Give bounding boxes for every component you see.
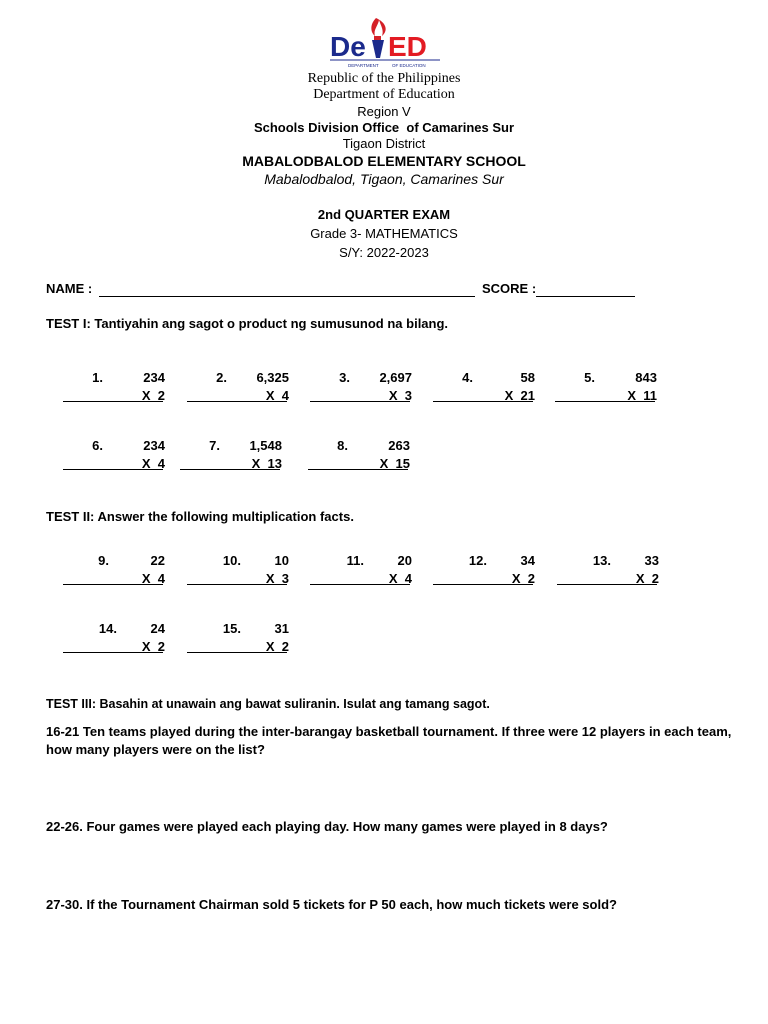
answer-line[interactable] bbox=[308, 469, 408, 470]
question-27-30: 27-30. If the Tournament Chairman sold 5 tickets for P 50 each, how much tickets were sold? bbox=[46, 897, 617, 912]
problem-multiplier: X 11 bbox=[627, 388, 657, 403]
test2-title: TEST II: Answer the following multiplication facts. bbox=[46, 509, 354, 524]
problem-number: 2. bbox=[216, 370, 227, 385]
problem-multiplicand: 10 bbox=[274, 553, 289, 568]
problem-multiplicand: 6,325 bbox=[256, 370, 289, 385]
problem-multiplicand: 34 bbox=[520, 553, 535, 568]
problem-number: 5. bbox=[584, 370, 595, 385]
problem-number: 8. bbox=[337, 438, 348, 453]
problem-multiplier: X 2 bbox=[635, 571, 659, 586]
problem-multiplier: X 2 bbox=[141, 388, 165, 403]
problem-number: 9. bbox=[98, 553, 109, 568]
score-field[interactable] bbox=[536, 283, 635, 297]
problem-number: 12. bbox=[468, 553, 487, 568]
problem-number: 15. bbox=[222, 621, 241, 636]
score-label: SCORE : bbox=[482, 281, 537, 296]
problem-multiplicand: 58 bbox=[520, 370, 535, 385]
problem-multiplier: X 4 bbox=[141, 456, 165, 471]
problem-multiplier: X 4 bbox=[388, 571, 412, 586]
problem-number: 3. bbox=[339, 370, 350, 385]
answer-line[interactable] bbox=[63, 652, 163, 653]
answer-line[interactable] bbox=[310, 584, 410, 585]
problem-number: 1. bbox=[92, 370, 103, 385]
department-text: Department of Education bbox=[313, 87, 455, 102]
name-field[interactable] bbox=[99, 283, 475, 297]
answer-line[interactable] bbox=[187, 584, 287, 585]
problem-multiplicand: 22 bbox=[150, 553, 165, 568]
problem-multiplicand: 263 bbox=[388, 438, 410, 453]
answer-line[interactable] bbox=[63, 469, 163, 470]
problem-multiplier: X 3 bbox=[388, 388, 412, 403]
problem-multiplicand: 1,548 bbox=[249, 438, 282, 453]
question-line: 16-21 Ten teams played during the inter-barangay basketball tournament. If three were 12 players in each team, bbox=[46, 724, 732, 739]
problem-multiplicand: 843 bbox=[635, 370, 657, 385]
problem-multiplier: X 13 bbox=[251, 456, 282, 471]
school-address: Mabalodbalod, Tigaon, Camarines Sur bbox=[264, 171, 504, 187]
answer-line[interactable] bbox=[63, 401, 163, 402]
question-22-26: 22-26. Four games were played each playing day. How many games were played in 8 days? bbox=[46, 819, 608, 834]
problem-number: 6. bbox=[92, 438, 103, 453]
answer-line[interactable] bbox=[187, 401, 287, 402]
problem-number: 10. bbox=[222, 553, 241, 568]
problem-multiplicand: 31 bbox=[274, 621, 289, 636]
problem-multiplier: X 4 bbox=[141, 571, 165, 586]
exam-subject: Grade 3- MATHEMATICS bbox=[310, 226, 458, 241]
logo-sub-right: OF EDUCATION bbox=[392, 63, 426, 68]
answer-line[interactable] bbox=[63, 584, 163, 585]
name-label: NAME : bbox=[46, 281, 93, 296]
answer-line[interactable] bbox=[310, 401, 410, 402]
test1-title: TEST I: Tantiyahin ang sagot o product ng sumusunod na bilang. bbox=[46, 316, 449, 331]
school-name: MABALODBALOD ELEMENTARY SCHOOL bbox=[242, 153, 526, 169]
problem-multiplier: X 2 bbox=[141, 639, 165, 654]
question-16-21 bbox=[46, 723, 746, 759]
problem-multiplier: X 2 bbox=[511, 571, 535, 586]
problem-multiplicand: 234 bbox=[143, 370, 165, 385]
problem-number: 14. bbox=[98, 621, 117, 636]
problem-number: 4. bbox=[462, 370, 473, 385]
torch-icon bbox=[326, 14, 444, 70]
problem-multiplicand: 234 bbox=[143, 438, 165, 453]
problem-multiplier: X 21 bbox=[504, 388, 535, 403]
problem-multiplier: X 4 bbox=[265, 388, 289, 403]
answer-line[interactable] bbox=[187, 652, 287, 653]
logo-dep-text: De bbox=[330, 31, 366, 62]
logo-sub-left: DEPARTMENT bbox=[348, 63, 379, 68]
problem-multiplicand: 24 bbox=[150, 621, 165, 636]
answer-line[interactable] bbox=[557, 584, 657, 585]
district-text: Tigaon District bbox=[342, 136, 426, 151]
answer-line[interactable] bbox=[180, 469, 280, 470]
republic-text: Republic of the Philippines bbox=[307, 71, 461, 86]
problem-multiplicand: 20 bbox=[397, 553, 412, 568]
answer-line[interactable] bbox=[555, 401, 655, 402]
question-line: how many players were on the list? bbox=[46, 742, 265, 757]
problem-multiplier: X 3 bbox=[265, 571, 289, 586]
problem-multiplicand: 33 bbox=[644, 553, 659, 568]
exam-title: 2nd QUARTER EXAM bbox=[317, 207, 451, 222]
problem-number: 13. bbox=[592, 553, 611, 568]
answer-line[interactable] bbox=[433, 584, 533, 585]
region-text: Region V bbox=[357, 104, 411, 119]
answer-line[interactable] bbox=[433, 401, 533, 402]
division-text: Schools Division Office of Camarines Sur bbox=[253, 120, 515, 135]
problem-number: 7. bbox=[209, 438, 220, 453]
problem-multiplier: X 2 bbox=[265, 639, 289, 654]
problem-number: 11. bbox=[346, 553, 364, 568]
exam-school-year: S/Y: 2022-2023 bbox=[339, 245, 429, 260]
test3-title: TEST III: Basahin at unawain ang bawat suliranin. Isulat ang tamang sagot. bbox=[46, 697, 490, 711]
deped-logo bbox=[326, 14, 444, 70]
problem-multiplier: X 15 bbox=[379, 456, 410, 471]
logo-ed-text: ED bbox=[388, 31, 427, 62]
problem-multiplicand: 2,697 bbox=[379, 370, 412, 385]
